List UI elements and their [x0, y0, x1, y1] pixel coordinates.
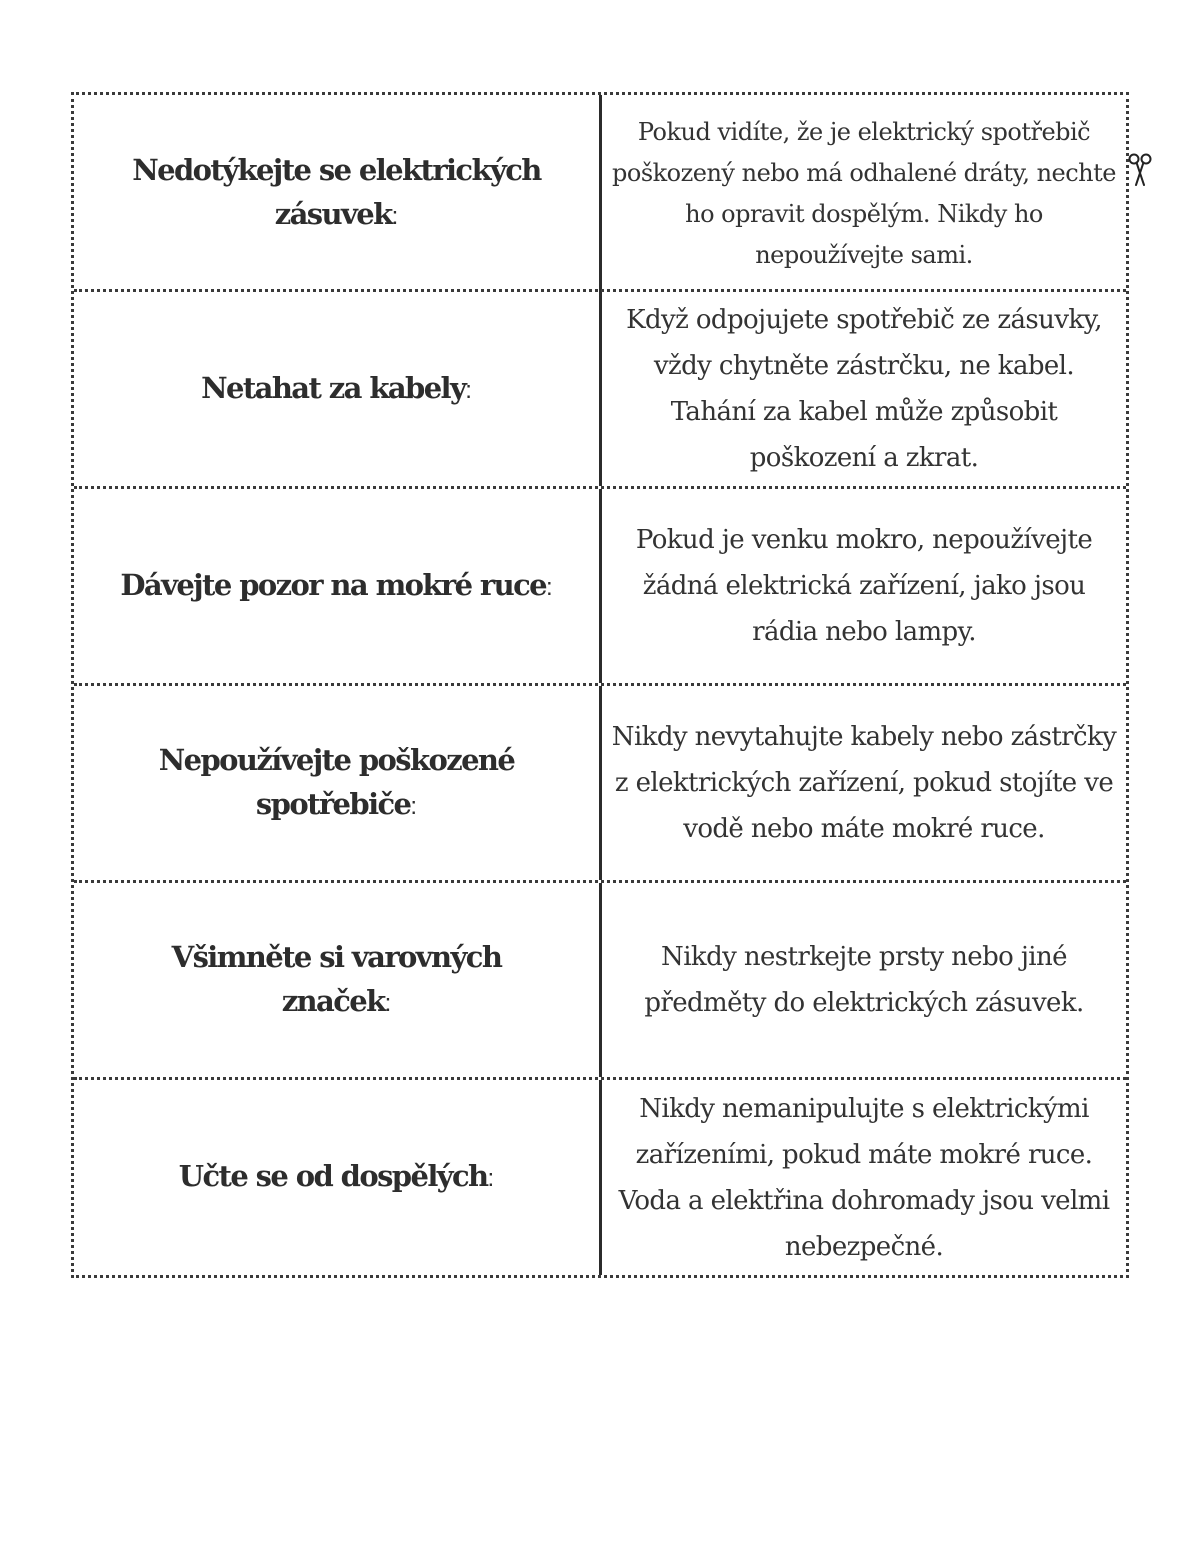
cut-out-card-sheet — [71, 92, 1129, 1278]
term-text — [179, 1154, 494, 1201]
description-cell — [602, 292, 1126, 486]
description-cell — [602, 489, 1126, 683]
description-text: Pokud je venku mokro, nepoužívejte žádná elektrická zařízení, jako jsou rádia nebo lampy. — [635, 525, 1093, 647]
description-text: Nikdy nestrkejte prsty nebo jiné předměty do elektrických zásuvek. — [644, 942, 1084, 1018]
term-text — [120, 563, 552, 610]
description-cell — [602, 95, 1126, 292]
description-text: Pokud vidíte, že je elektrický spotřebič poškozený nebo má odhalené dráty, nechte ho opravit dospělým. Nikdy ho nepoužívejte sami. — [612, 117, 1116, 269]
term-label: Učte se od dospělých — [178, 1159, 488, 1193]
description-text: Nikdy nevytahujte kabely nebo zástrčky z elektrických zařízení, pokud stojíte ve vodě nebo máte mokré ruce. — [611, 722, 1117, 844]
card-row — [74, 289, 1126, 486]
term-text — [114, 738, 559, 829]
term-colon: : — [391, 203, 399, 230]
term-colon: : — [410, 792, 418, 820]
term-cell — [74, 489, 602, 683]
term-colon: : — [487, 1165, 495, 1192]
term-label: Nedotýkejte se elektrických zásuvek — [132, 153, 541, 231]
term-colon: : — [546, 573, 553, 601]
term-cell — [74, 95, 602, 292]
card-row — [74, 683, 1126, 880]
term-colon: : — [465, 376, 472, 404]
description-cell — [602, 1080, 1126, 1275]
term-label: Všimněte si varovných značek — [171, 939, 502, 1018]
term-cell — [74, 686, 602, 880]
card-row — [74, 95, 1126, 292]
description-text: Nikdy nemanipulujte s elektrickými zařízeními, pokud máte mokré ruce. Voda a elektřina dohromady jsou velmi nebezpečné. — [618, 1093, 1110, 1262]
term-text — [114, 148, 559, 239]
card-row — [74, 880, 1126, 1077]
term-label: Dávejte pozor na mokré ruce — [120, 567, 546, 602]
term-label: Netahat za kabely — [201, 370, 466, 405]
description-cell — [602, 883, 1126, 1077]
term-cell — [74, 883, 602, 1077]
term-label: Nepoužívejte poškozené spotřebiče — [158, 742, 515, 821]
scissors-icon — [1125, 150, 1155, 188]
description-cell — [602, 686, 1126, 880]
card-row — [74, 486, 1126, 683]
term-text — [114, 935, 559, 1026]
term-text — [201, 366, 472, 413]
term-cell — [74, 1080, 602, 1275]
term-colon: : — [384, 989, 392, 1017]
description-text: Když odpojujete spotřebič ze zásuvky, vždy chytněte zástrčku, ne kabel. Tahání za kabel může způsobit poškození a zkrat. — [626, 305, 1102, 473]
card-row — [74, 1077, 1126, 1275]
term-cell — [74, 292, 602, 486]
